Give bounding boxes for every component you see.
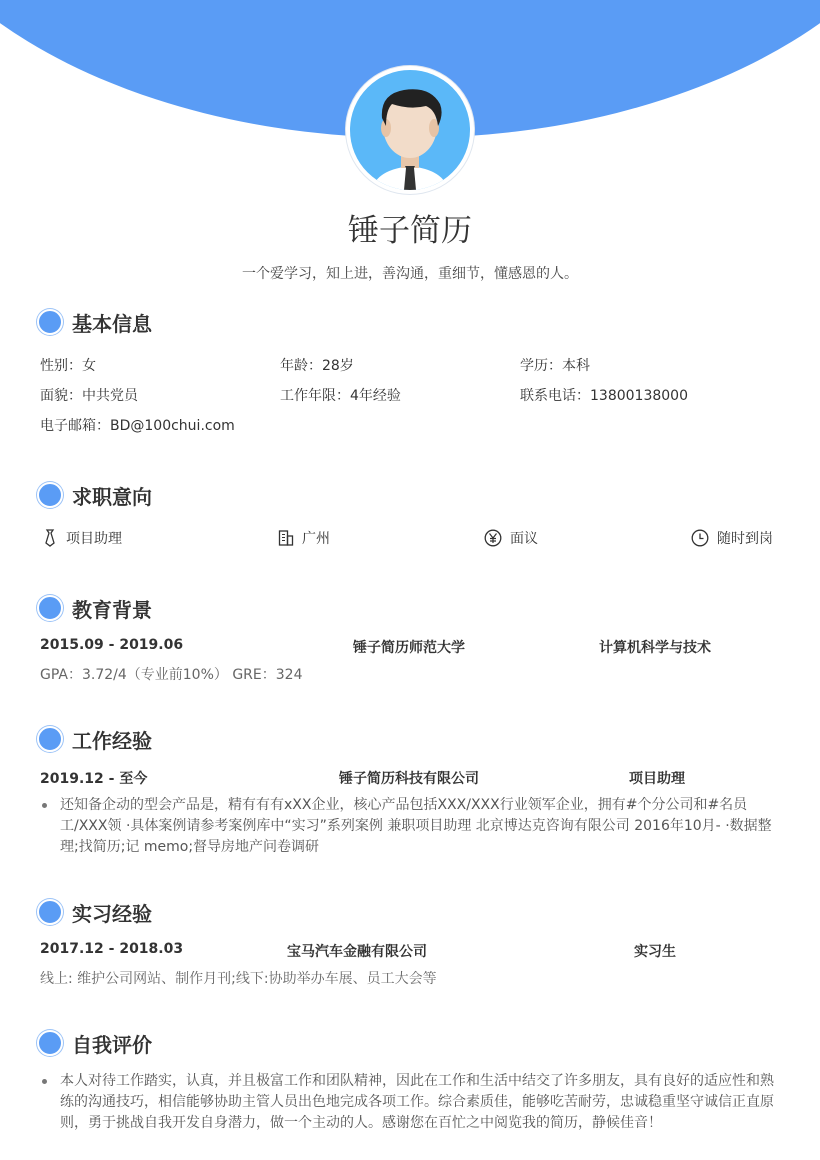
education-major: 计算机科学与技术 [599,640,711,656]
section-dot-icon [37,482,63,508]
intern-date: 2017.12 - 2018.03 [40,941,184,957]
work-date: 2019.12 - 至今 [40,771,148,787]
section-internship [37,899,152,925]
gender: 性别：女 [40,358,96,374]
work-role: 项目助理 [629,771,685,787]
section-dot-icon [37,899,63,925]
email: 电子邮箱：BD@100chui.com [40,418,235,434]
section-dot-icon [37,1030,63,1056]
building-icon [278,529,294,547]
section-dot-icon [37,726,63,752]
intent-city: 广州 [278,528,330,548]
section-dot-icon [37,595,63,621]
intern-role: 实习生 [634,944,676,960]
intern-company: 宝马汽车金融有限公司 [287,944,427,960]
section-title: 教育背景 [72,597,152,622]
intent-salary: 面议 [484,528,538,548]
avatar [346,66,474,194]
self-detail: 本人对待工作踏实，认真，并且极富工作和团队精神，因此在工作和生活中结交了许多朋友，具有良好的适应性和熟练的沟通技巧，相信能够协助主管人员出色地完成各项工作。综合素质佳，能够吃苦耐劳，忠诚稳重坚守诚信正直原则，勇于挑战自我开发自身潜力，做一个主动的人。感谢您在百忙之中阅览我的简历，静候佳音！ [60,1073,774,1131]
work-years: 工作年限：4年经验 [280,388,401,404]
education-school: 锤子简历师范大学 [353,640,465,656]
list-item [42,1071,782,1134]
education-date: 2015.09 - 2019.06 [40,637,184,653]
age: 年龄：28岁 [280,358,354,374]
bullet-dot-icon [42,1079,47,1084]
education-level: 学历：本科 [520,358,590,374]
section-education [37,595,152,621]
section-title: 工作经验 [72,728,152,753]
section-title: 自我评价 [72,1032,152,1057]
section-self-evaluation [37,1030,152,1056]
intent-availability: 随时到岗 [691,528,773,548]
section-basic-info [37,309,152,335]
phone: 联系电话：13800138000 [520,388,688,404]
person-avatar-icon [350,70,470,190]
section-dot-icon [37,309,63,335]
section-title: 求职意向 [72,484,152,509]
section-title: 实习经验 [72,901,152,926]
clock-icon [691,529,709,547]
education-detail: GPA：3.72/4（专业前10%） GRE：324 [40,667,303,683]
intern-detail: 线上: 维护公司网站、制作月刊;线下:协助举办车展、员工大会等 [40,971,437,987]
work-detail: 还知备企动的型会产品是，精有有有xXX企业，核心产品包括XXX/XXX行业领军企业，拥有#个分公司和#名员工/XXX领 ·具体案例请参考案例库中“实习”系列案例 兼职项目助理 北京博达克咨询有限公司 2016年10月- ·数据整理;找简历;记 memo;督导房地产问卷调研 [60,797,772,855]
politics: 面貌：中共党员 [40,388,138,404]
section-job-intent [37,482,152,508]
motto: 一个爱学习，知上进，善沟通，重细节，懂感恩的人。 [242,266,578,282]
yen-icon [484,529,502,547]
section-title: 基本信息 [72,311,152,336]
section-work [37,726,152,752]
list-item [42,795,782,858]
intent-position: 项目助理 [42,528,122,548]
page-title: 锤子简历 [348,213,472,249]
bullet-dot-icon [42,803,47,808]
work-company: 锤子简历科技有限公司 [339,771,479,787]
tie-icon [42,529,58,547]
